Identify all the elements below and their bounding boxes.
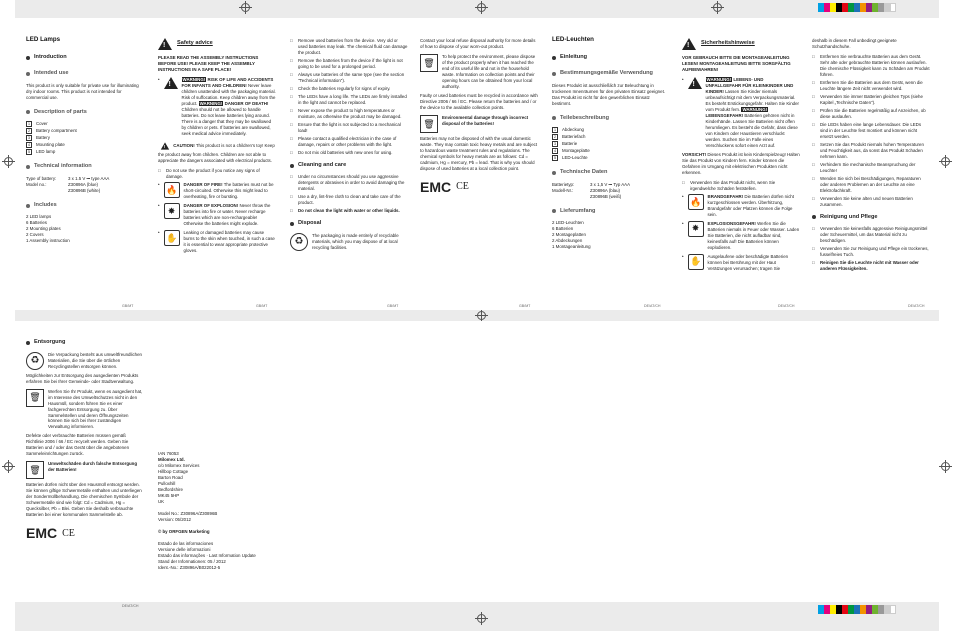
section-heading: Einleitung <box>552 54 670 62</box>
crossed-bin-icon: 🗑 <box>26 389 44 407</box>
registration-mark-icon <box>941 462 950 471</box>
list-item: □ Reinigen Sie die Leuchte nicht mit Wasser oder anderen Flüssigkeiten. <box>812 260 919 272</box>
list-item: □ Verwenden Sie keinesfalls aggressive Reinigungsmittel oder Scheuermittel, um das Material nicht zu beschädigen. <box>812 226 928 244</box>
bullet-dot-icon <box>812 215 816 219</box>
subsection-heading: Includes <box>26 202 144 210</box>
list-item: □ Do not clean the light with water or other liquids. <box>290 208 400 214</box>
safety-bullets <box>290 38 408 156</box>
list-item: 5 LED-Leuchte <box>554 155 588 161</box>
bullet-dot-icon <box>552 72 556 76</box>
section-heading: Disposal <box>290 220 408 228</box>
registration-mark-icon <box>241 3 250 12</box>
page-footer: DE/AT/CH <box>644 304 661 308</box>
list-item: 2 Battery compartment <box>28 128 77 134</box>
list-item: 5 LED lamp <box>28 149 56 155</box>
bullet-dot-icon <box>290 164 294 168</box>
parts-list <box>552 127 670 161</box>
crossed-bin-icon: 🗑 <box>420 54 438 72</box>
bullet-dot-icon <box>26 165 30 169</box>
explosion-icon: ✸ <box>164 203 180 219</box>
paragraph: This product is only suitable for private use for illuminating dry indoor rooms. This product is not intended for commercial use. <box>26 82 139 100</box>
warning-item: • ! WARNING! RISK OF LIFE AND ACCIDENTS FOR INFANTS AND CHILDREN! Never leave children unattended with the packaging material. Risk of suffocation. Keep children away from the product. WARNING! DANGER OF DEATH! Children should not be allowed to handle batteries. Do not leave batteries lying around. There is a danger that they may be swallowed by children or pets. If batteries are swallowed, seek medical advice immediately. <box>158 77 276 137</box>
column-1: Entsorgung ♻ Die Verpackung besteht aus umweltfreundlichen Materialien, die Sie über die örtlichen Recyclingstellen entsorgen können. Möglichkeiten zur Entsorgung des ausgedienten Produkts erfahren Sie bei Ihrer Gemeinde- oder Stadtverwaltung. 🗑 Werfen Sie Ihr Produkt, wenn es ausgedient hat, im Interesse des Umweltschutzes nicht in den Hausmüll, sondern führen Sie es einer fachgerechten Entsorgung zu. Über Sammelstellen und deren Öffnungszeiten können Sie sich bei Ihrer zuständigen Verwaltung informieren. Defekte oder verbrauchte Batterien müssen gemäß Richtlinie 2006 / 66 / EC recycelt werden. Geben Sie Batterien und / oder das Gerät über die angebotenen Sammeleinrichtungen zurück. 🗑 Umweltschäden durch falsche Entsorgung der Batterien! Batterien dürfen nicht über den Hausmüll entsorgt werden. Sie können giftige Schwermetalle enthalten und unterliegen der Sondermüllbehandlung. Die chemischen Symbole der Schwermetalle sind wie folgt: Cd = Cadmium, Hg = Quecksilber, Pb = Blei. Geben Sie deshalb verbrauchte Batterien bei einer kommunalen Sammelstelle ab. EMC CE <box>26 333 144 549</box>
column-7: deshalb in diesem Fall unbedingt geeignete Schutzhandschuhe. □ Entfernen Sie verbrauchte Batterien aus dem Gerät. Sehr alte oder gebrauchte Batterien können auslaufen. Die chemische Flüssigkeit kann zu Schäden am Produkt führen. □ Entfernen Sie die Batterien aus dem Gerät, wenn die Leuchte längere Zeit nicht verwendet wird. □ Verwenden Sie immer Batterien gleichen Typs (siehe Kapitel „Technische Daten"). □ Prüfen Sie die Batterien regelmäßig auf Anzeichen, ob diese auslaufen. □ Die LEDs haben eine lange Lebensdauer. Die LEDs sind in der Leuchte fest montiert und können nicht ersetzt werden. □ Setzen Sie das Produkt niemals hohen Temperaturen und Feuchtigkeit aus, da sonst das Produkt Schaden nehmen kann. □ Verhindern Sie mechanische Beanspruchung der Leuchte! □ Wenden Sie sich bei Beschädigungen, Reparaturen oder anderen Problemen an der Leuchte an eine Elektrofachkraft. □ Verwenden Sie keine alten und neuen Batterien zusammen. Reinigung und Pflege □ Verwenden Sie keinesfalls aggressive Reinigungsmittel oder Scheuermittel, um das Material nicht zu beschädigen. □ Verwenden Sie zur Reinigung und Pflege ein trockenes, fusselfreies Tuch. □ Reinigen Sie die Leuchte nicht mit Wasser oder anderen Flüssigkeiten. <box>812 38 930 272</box>
list-item: 3 Battery <box>28 135 50 141</box>
subsection-heading: Description of parts <box>26 109 144 117</box>
list-item: 4 Montageplatte <box>554 148 590 154</box>
page-footer: GB/MT <box>256 304 268 308</box>
column-4: Contact your local refuse disposal authority for more details of how to dispose of your worn-out product. 🗑 To help protect the environment, please dispose of the product properly when it has reached the end of its useful life and not in the household waste. Information on collection points and their opening hours can be obtained from your local authority. Faulty or used batteries must be recycled in accordance with Directive 2006 / 66 / EC. Please return the batteries and / or the device to the available collection points. 🗑 Environmental damage through incorrect disposal of the batteries! Batteries may not be disposed of with the usual domestic waste. They may contain toxic heavy metals and are subject to hazardous waste treatment rules and regulations. The chemical symbols for heavy metals are as follows: Cd = cadmium, Hg = mercury, Pb = lead. That is why you should dispose of used batteries at a local collection point. EMC CE <box>420 38 538 203</box>
list-item: □ Verwenden Sie zur Reinigung und Pflege ein trockenes, fusselfreies Tuch. <box>812 246 929 258</box>
warning-item: 🗑 Umweltschäden durch falsche Entsorgung der Batterien! <box>26 461 144 479</box>
warning-item: • ✸ DANGER OF EXPLOSION! Never throw the batteries into fire or water. Never recharge batteries which are non-rechargeable! Otherwise the batteries might explode. <box>158 202 271 226</box>
warning-item: • 🔥 BRANDGEFAHR! Die Batterien dürfen nicht kurzgeschlossen werden. Überhitzung, Brandgefahr oder Platzen können die Folge sein. <box>682 193 794 217</box>
list-item: □ Ensure that the light is not subjected to a mechanical load! <box>290 121 401 133</box>
tech-spec: Batterietyp: 3 x 1,5 V ⎓ Typ AAA Modell-Nr.: Z30896A (blau) Z30896B (weiß) <box>552 181 631 199</box>
section-heading: Cleaning and care <box>290 162 408 170</box>
list-item: □ Verwenden Sie das Produkt nicht, wenn Sie irgendwelche Schäden feststellen. <box>682 179 776 191</box>
registration-mark-icon <box>941 157 950 166</box>
warning-item: • 🔥 DANGER OF FIRE! The batteries must not be short-circuited. Otherwise this might lead to overheating, fire or bursting. <box>158 181 274 199</box>
bullet-dot-icon <box>26 56 30 60</box>
list-item: □ Do not use the product if you notice any signs of damage. <box>158 167 260 179</box>
registration-mark-icon <box>477 311 486 320</box>
registration-mark-icon <box>4 157 13 166</box>
warning-triangle-icon <box>158 38 172 50</box>
includes-list: 2 LED-Leuchten 6 Batterien 2 Montageplatten 2 Abdeckungen 1 Montageanleitung <box>552 220 591 250</box>
subsection-heading: Technische Daten <box>552 169 670 177</box>
page-footer: GB/MT <box>122 304 134 308</box>
disposal-item: ♻ Die Verpackung besteht aus umweltfreundlichen Materialien, die Sie über die örtlichen Recyclingstellen entsorgen können. <box>26 352 144 370</box>
list-item: □ Remove the batteries from the device if the light is not going to be used for a prolonged period. <box>290 57 403 69</box>
fire-icon: 🔥 <box>164 182 180 198</box>
list-item: □ Entfernen Sie verbrauchte Batterien aus dem Gerät. Sehr alte oder gebrauchte Batterien können auslaufen. Die chemische Flüssigkeit kann zu Schäden am Produkt führen. <box>812 53 930 77</box>
page-1-sheet <box>15 18 939 310</box>
column-1 <box>26 36 144 244</box>
explosion-icon: ✸ <box>688 221 704 237</box>
parts-list <box>26 121 144 155</box>
section-heading: Entsorgung <box>26 339 144 347</box>
color-swatch-strip <box>818 3 896 12</box>
warning-triangle-icon <box>688 77 702 89</box>
list-item: □ Verwenden Sie keine alten und neuen Batterien zusammen. <box>812 195 913 207</box>
bullet-dot-icon <box>26 341 30 345</box>
list-item: 1 Cover <box>28 121 48 127</box>
recycle-icon: ♻ <box>290 233 308 251</box>
color-swatch-strip <box>818 605 896 614</box>
subsection-heading: Intended use <box>26 70 144 78</box>
column-2: IAN 76053 Milomex Ltd. c/o Milomex Services Hillbop Cottage Barton Road Pulloxhill Bedfordshire MK45 5HP UK Model No.: Z30896A/Z30896B Version: 05/2012 © by ORFGEN Marketing Estado de las informaciones Versione delle informazioni Estado das informações · Last Information Update Stand der Informationen: 05 / 2012 Ident.-No.: Z30896A/B022012-5 <box>158 451 256 570</box>
list-item: 2 Batteriefach <box>554 134 586 140</box>
warning-item: • ✋ Leaking or damaged batteries may cause burns to the skin when touched, in such a case it is essential to wear appropriate protective gloves. <box>158 229 275 253</box>
includes-list: 2 LED lamps 6 Batteries 2 Mounting plates 2 Covers 1 Assembly instruction <box>26 214 70 244</box>
bullet-dot-icon <box>290 222 294 226</box>
bullet-dot-icon <box>552 209 556 213</box>
list-item: □ Entfernen Sie die Batterien aus dem Gerät, wenn die Leuchte längere Zeit nicht verwendet wird. <box>812 79 923 91</box>
list-item: 4 Mounting plate <box>28 142 65 148</box>
bullet-dot-icon <box>552 56 556 60</box>
gloves-icon: ✋ <box>164 230 180 246</box>
crossed-bin-icon: 🗑 <box>26 461 44 479</box>
section-heading: Reinigung und Pflege <box>812 214 930 222</box>
warning-triangle-icon <box>164 77 178 89</box>
warning-item: • ✸ EXPLOSIONSGEFAHR! Werfen Sie die Batterien niemals in Feuer oder Wasser. Laden Sie Batterien, die nicht aufladbar sind, keinesfalls auf! Die Batterien können explodieren. <box>682 220 800 250</box>
page-title: LED-Leuchten <box>552 36 594 43</box>
column-6: ! Sicherheitshinweise VOR GEBRAUCH BITTE DIE MONTAGEANLEITUNG LESEN! MONTAGEANLEITUNG BITTE SORGFÄLTIG AUFBEWAHREN! • ! WARNUNG! LEBENS- UND UNFALLGEFAHR FÜR KLEINKINDER UND KINDER! Lassen Sie Kinder niemals unbeaufsichtigt mit dem Verpackungsmaterial. Es besteht Erstickungsgefahr. Halten Sie Kinder vom Produkt fern. WARNUNG! LEBENSGEFAHR! Batterien gehören nicht in Kinderhände. Lassen Sie Batterien nicht offen herumliegen. Es besteht die Gefahr, dass diese von Kindern oder Haustieren verschluckt werden. Suchen Sie im Falle eines Verschluckens sofort einen Arzt auf. VORSICHT! Dieses Produkt ist kein Kinderspielzeug! Halten Sie das Produkt von Kindern fern. Kinder können die Gefahren im Umgang mit elektrischen Produkten nicht erkennen. □ Verwenden Sie das Produkt nicht, wenn Sie irgendwelche Schäden feststellen. • 🔥 BRANDGEFAHR! Die Batterien dürfen nicht kurzgeschlossen werden. Überhitzung, Brandgefahr oder Platzen können die Folge sein. • ✸ EXPLOSIONSGEFAHR! Werfen Sie die Batterien niemals in Feuer oder Wasser. Laden Sie Batterien, die nicht aufladbar sind, keinesfalls auf! Die Batterien können explodieren. • ✋ Ausgelaufene oder beschädigte Batterien können bei Berührung mit der Haut Verätzungen verursachen; tragen Sie <box>682 38 800 274</box>
subsection-heading: Lieferumfang <box>552 208 670 216</box>
disposal-item: 🗑 To help protect the environment, please dispose of the product properly when it has reached the end of its useful life and not in the household waste. Information on collection points and their opening hours can be obtained from your local authority. <box>420 54 538 90</box>
list-item: □ Check the batteries regularly for signs of expiry. <box>290 85 391 91</box>
safety-heading: ! Safety advice <box>158 38 276 50</box>
bullet-dot-icon <box>552 171 556 175</box>
page-footer: DE/AT/CH <box>778 304 795 308</box>
page-footer: GB/MT <box>387 304 399 308</box>
subsection-heading: Bestimmungsgemäße Verwendung <box>552 70 670 78</box>
list-item: □ Use a dry, lint-free cloth to clean and take care of the product. <box>290 194 401 206</box>
list-item: 3 Batterie <box>554 141 578 147</box>
list-item: □ Setzen Sie das Produkt niemals hohen Temperaturen und Feuchtigkeit aus, da sonst das Produkt Schaden nehmen kann. <box>812 141 924 159</box>
warning-triangle-icon <box>161 142 169 149</box>
list-item: □ Please contact a qualified electrician in the case of damage, repairs or other problems with the light. <box>290 135 397 147</box>
column-5: LED-Leuchten Einleitung Bestimmungsgemäße Verwendung Dieses Produkt ist ausschließlich zur Beleuchtung in trockenen Innenräumen für den privaten Einsatz geeignet. Das Produkt ist nicht für den gewerblichen Einsatz bestimmt. Teilebeschreibung 1 Abdeckung 2 Batteriefach 3 Batterie 4 Montageplatte 5 LED-Leuchte Technische Daten Batterietyp: 3 x 1,5 V ⎓ Typ AAA Modell-Nr.: Z30896A (blau) Z30896B (weiß) Lieferumfang 2 LED-Leuchten 6 Batterien 2 Montageplatten 2 Abdeckungen 1 Montageanleitung <box>552 36 670 250</box>
crossed-bin-icon: 🗑 <box>420 115 438 133</box>
emc-ce-mark: EMC CE <box>420 178 469 195</box>
safety-heading: ! Sicherheitshinweise <box>682 38 800 50</box>
safety-bullets <box>812 54 930 208</box>
disposal-item: 🗑 Werfen Sie Ihr Produkt, wenn es ausgedient hat, im Interesse des Umweltschutzes nicht in den Hausmüll, sondern führen Sie es einer fachgerechten Entsorgung zu. Über Sammelstellen und deren Öffnungszeiten können Sie sich bei Ihrer zuständigen Verwaltung informieren. <box>26 389 144 431</box>
subsection-heading: Technical information <box>26 163 144 171</box>
list-item: 1 Abdeckung <box>554 127 584 133</box>
page-footer: DE/AT/CH <box>122 604 139 608</box>
registration-mark-icon <box>4 462 13 471</box>
page-2-sheet <box>15 321 939 608</box>
page-footer: DE/AT/CH <box>908 304 925 308</box>
emc-ce-mark: EMC CE <box>26 525 75 542</box>
list-item: □ Never expose the product to high temperatures or moisture, as otherwise the product may be damaged. <box>290 107 402 119</box>
warning-triangle-icon <box>682 38 696 50</box>
list-item: □ Verhindern Sie mechanische Beanspruchung der Leuchte! <box>812 161 916 173</box>
subsection-heading: Teilebeschreibung <box>552 115 670 123</box>
warning-item: 🗑 Environmental damage through incorrect disposal of the batteries! <box>420 115 538 133</box>
column-3 <box>290 38 408 254</box>
disposal-item: ♻ The packaging is made entirely of recyclable materials, which you may dispose of at local recycling facilities. <box>290 233 408 251</box>
bullet-dot-icon <box>26 72 30 76</box>
list-item: □ Always use batteries of the same type (see the section "Technical information"). <box>290 71 405 83</box>
list-item: □ Under no circumstances should you use aggressive detergents or abrasives in order to avoid damaging the material. <box>290 174 405 192</box>
tech-spec: Type of battery: 3 x 1.5 V ⎓ type AAA Model no.: Z30896A (blue) Z30896B (white) <box>26 175 110 193</box>
bullet-dot-icon <box>26 110 30 114</box>
column-2: ! Safety advice PLEASE READ THE ASSEMBLY INSTRUCTIONS BEFORE USE! PLEASE KEEP THE ASSEMBLY INSTRUCTIONS IN A SAFE PLACE! • ! WARNING! RISK OF LIFE AND ACCIDENTS FOR INFANTS AND CHILDREN! Never leave children unattended with the packaging material. Risk of suffocation. Keep children away from the product. WARNING! DANGER OF DEATH! Children should not be allowed to handle batteries. Do not leave batteries lying around. There is a danger that they may be swallowed by children or pets. If batteries are swallowed, seek medical advice immediately. ! CAUTION! This product is not a children's toy! Keep the product away from children. Children are not able to appreciate the dangers associated with electrical products. □ Do not use the product if you notice any signs of damage. • 🔥 DANGER OF FIRE! The batteries must not be short-circuited. Otherwise this might lead to overheating, fire or bursting. • ✸ DANGER OF EXPLOSION! Never throw the batteries into fire or water. Never recharge batteries which are non-rechargeable! Otherwise the batteries might explode. • ✋ Leaking or damaged batteries may cause burns to the skin when touched, in such a case it is essential to wear appropriate protective gloves. <box>158 38 276 257</box>
list-item: □ Do not mix old batteries with new ones for using. <box>290 149 393 155</box>
page-footer: GB/MT <box>519 304 531 308</box>
recycle-icon: ♻ <box>26 352 44 370</box>
list-item: □ Wenden Sie sich bei Beschädigungen, Reparaturen oder anderen Problemen an der Leuchte an eine Elektrofachkraft. <box>812 175 921 193</box>
list-item: □ Remove used batteries from the device. Very old or used batteries may leak. The chemical fluid can damage the product. <box>290 38 408 55</box>
registration-mark-icon <box>713 3 722 12</box>
registration-mark-icon <box>477 3 486 12</box>
list-item: □ Prüfen Sie die Batterien regelmäßig auf Anzeichen, ob diese auslaufen. <box>812 107 926 119</box>
section-heading: Introduction <box>26 54 144 62</box>
warning-item: • ! WARNUNG! LEBENS- UND UNFALLGEFAHR FÜR KLEINKINDER UND KINDER! Lassen Sie Kinder niemals unbeaufsichtigt mit dem Verpackungsmaterial. Es besteht Erstickungsgefahr. Halten Sie Kinder vom Produkt fern. WARNUNG! LEBENSGEFAHR! Batterien gehören nicht in Kinderhände. Lassen Sie Batterien nicht offen herumliegen. Es besteht die Gefahr, dass diese von Kindern oder Haustieren verschluckt werden. Suchen Sie im Falle eines Verschluckens sofort einen Arzt auf. <box>682 77 800 149</box>
list-item: □ Verwenden Sie immer Batterien gleichen Typs (siehe Kapitel „Technische Daten"). <box>812 93 923 105</box>
registration-mark-icon <box>477 614 486 623</box>
page-title: LED Lamps <box>26 36 61 43</box>
warning-item: • ✋ Ausgelaufene oder beschädigte Batterien können bei Berührung mit der Haut Verätzungen verursachen; tragen Sie <box>682 253 789 271</box>
fire-icon: 🔥 <box>688 194 704 210</box>
bullet-dot-icon <box>552 116 556 120</box>
list-item: □ Die LEDs haben eine lange Lebensdauer. Die LEDs sind in der Leuchte fest montiert und können nicht ersetzt werden. <box>812 121 922 139</box>
bullet-dot-icon <box>26 204 30 208</box>
list-item: □ The LEDs have a long life. The LEDs are firmly installed in the light and cannot be replaced. <box>290 93 407 105</box>
gloves-icon: ✋ <box>688 254 704 270</box>
